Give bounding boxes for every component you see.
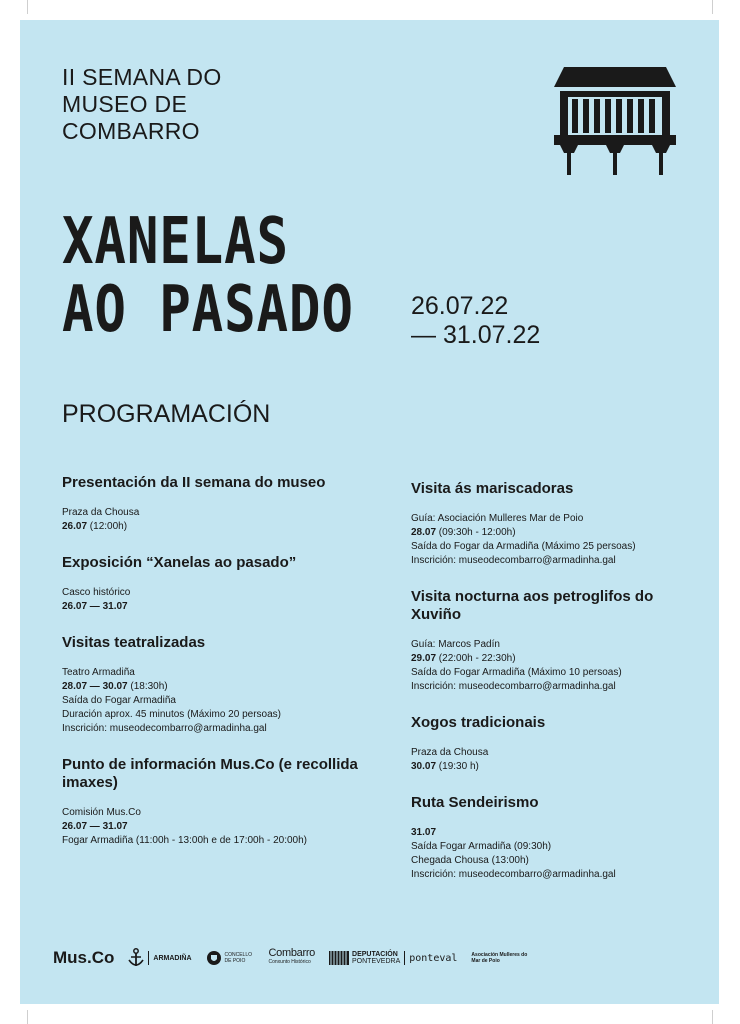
event-detail [62,520,382,534]
event-detail [411,526,701,540]
event-text: Comisión Mus.Co [62,807,141,818]
armadina-logo: ARMADIÑA [128,948,191,968]
section-title: PROGRAMACIÓN [62,400,271,428]
event-date: 31.07 [411,827,437,838]
event-text: (12:00h) [87,521,128,532]
event-text: Saída Fogar Armadiña (09:30h) [411,841,552,852]
event-detail [411,746,701,760]
event-text: Fogar Armadiña (11:00h - 13:00h e de 17:00h - 20:00h) [62,835,307,846]
event-detail [62,586,382,600]
event-detail [411,760,701,774]
crop-mark [27,0,28,14]
event-detail [62,806,382,820]
event-detail [62,820,382,834]
event-detail [62,834,382,848]
poster [20,20,719,1004]
event-date: 28.07 [411,527,437,538]
event-title: Visitas teatralizadas [62,634,206,651]
event-text: Saída do Fogar Armadiña [62,695,176,706]
event-detail [411,554,701,568]
event-date: 26.07 [62,521,88,532]
date-start: 26.07.22 [411,292,509,320]
event-detail [411,826,701,840]
date-end: — 31.07.22 [411,321,541,349]
event-text: Guía: Asociación Mulleres Mar de Poio [411,513,584,524]
event-detail [411,868,701,882]
event-text: Inscrición: museodecombarro@armadinha.gal [411,869,616,880]
heading-line: MUSEO DE [62,91,188,117]
event-dates [411,292,540,350]
event-text: Teatro Armadiña [62,667,135,678]
event-detail [62,506,382,520]
crop-mark [27,1010,28,1024]
crop-mark [712,0,713,14]
event-detail [62,666,382,680]
program-event [62,554,382,614]
heading-line: COMBARRO [62,118,200,144]
event-text: (19:30 h) [436,761,479,772]
event-date: 26.07 — 31.07 [62,601,128,612]
event-text: Chegada Chousa (13:00h) [411,855,529,866]
event-title: Presentación da II semana do museo [62,474,326,491]
musco-logo: Mus.Co [53,948,115,967]
heading-line: II SEMANA DO [62,64,222,90]
crop-mark [712,1010,713,1024]
event-text: Duración aprox. 45 minutos (Máximo 20 persoas) [62,709,281,720]
event-detail [62,708,382,722]
mulleres-mar-logo: Asociación Mulleres do Mar de Poio [471,952,528,964]
event-text: (09:30h - 12:00h) [436,527,516,538]
crest-icon [206,950,222,966]
event-text: Saída do Fogar da Armadiña (Máximo 25 persoas) [411,541,636,552]
deputacion-logo: DEPUTACIÓN PONTEVEDRA ponteval [329,951,457,965]
event-detail [411,666,701,680]
combarro-logo: Combarro Conxunto Histórico [268,947,316,965]
program-event [62,634,382,736]
program-event [62,474,382,534]
event-date: 28.07 — 30.07 [62,681,128,692]
deputacion-grid-icon [329,951,349,965]
anchor-icon [128,948,144,968]
event-detail [411,540,701,554]
event-text: Praza da Chousa [62,507,140,518]
event-text: (22:00h - 22:30h) [436,653,516,664]
event-text: (18:30h) [127,681,168,692]
horreo-granary-icon [554,67,676,175]
sponsor-logos [53,947,713,969]
program-event [411,588,701,694]
program-column-left [62,474,382,868]
event-date: 29.07 [411,653,437,664]
program-event [411,794,701,882]
program-column-right [411,480,701,902]
event-title: Punto de información Mus.Co (e recollida imaxes) [62,756,358,791]
event-text: Inscrición: museodecombarro@armadinha.gal [411,555,616,566]
event-heading [62,64,222,145]
event-text: Inscrición: museodecombarro@armadinha.gal [62,723,267,734]
event-date: 30.07 [411,761,437,772]
event-text: Praza da Chousa [411,747,489,758]
concello-poio-logo: CONCELLO DE POIO [206,950,255,966]
event-detail [411,638,701,652]
event-detail [411,512,701,526]
event-detail [62,694,382,708]
program-event [411,480,701,568]
event-detail [411,652,701,666]
event-date: 26.07 — 31.07 [62,821,128,832]
event-text: Guía: Marcos Padín [411,639,500,650]
event-detail [62,600,382,614]
event-title: Xogos tradicionais [411,714,546,731]
event-detail [411,840,701,854]
event-detail [62,722,382,736]
event-detail [411,680,701,694]
program-event [411,714,701,774]
event-text: Casco histórico [62,587,131,598]
title-line: AO PASADO [62,273,354,347]
title-line: XANELAS [62,205,289,279]
event-text: Saída do Fogar Armadiña (Máximo 10 persoas) [411,667,622,678]
program-event [62,756,382,848]
event-title: Visita ás mariscadoras [411,480,574,497]
event-detail [62,680,382,694]
event-title: Exposición “Xanelas ao pasado” [62,554,297,571]
event-detail [411,854,701,868]
event-title: Ruta Sendeirismo [411,794,539,811]
event-text: Inscrición: museodecombarro@armadinha.gal [411,681,616,692]
event-title: Visita nocturna aos petroglifos do Xuviño [411,588,654,623]
poster-title [62,205,354,347]
